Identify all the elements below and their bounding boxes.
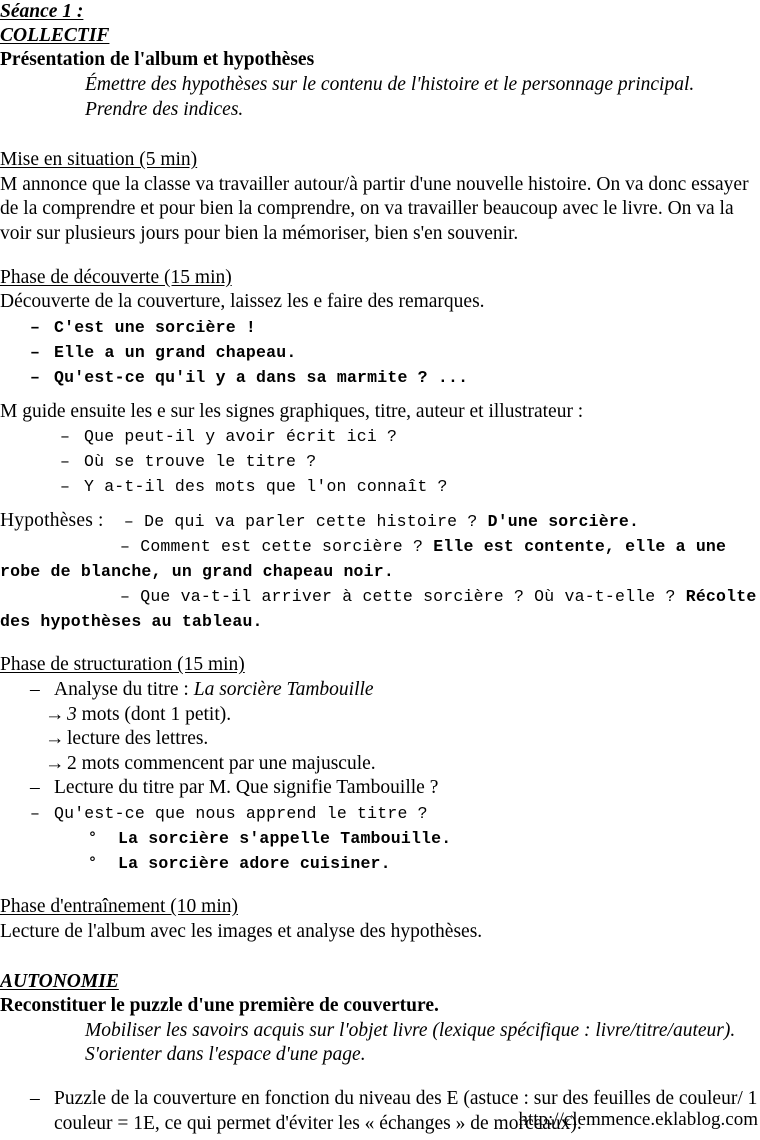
degree-bullet-icon: ° <box>88 829 98 847</box>
mode-title: COLLECTIF <box>0 25 110 47</box>
dash-bullet: – <box>30 1088 40 1110</box>
list-item-label: Où se trouve le titre ? <box>84 452 317 472</box>
section-heading: Mise en situation (5 min) <box>0 149 198 171</box>
list-item <box>30 365 760 390</box>
section-mise-en-situation <box>0 148 760 246</box>
hypothesis-answer: Récolte des hypothèses au tableau. <box>0 587 757 632</box>
hypothesis-line <box>0 584 760 634</box>
list-item <box>88 851 760 876</box>
guide-intro: M guide ensuite les e sur les signes graphiques, titre, auteur et illustrateur : <box>0 400 584 422</box>
dash-bullet: – <box>30 803 41 823</box>
arrow-icon: → <box>45 703 65 725</box>
objective-item: S'orienter dans l'espace d'une page. <box>85 1044 366 1066</box>
word-count: 3 <box>67 703 77 725</box>
sub-arrow-text: mots (dont 1 petit). <box>76 703 232 725</box>
list-item <box>30 315 760 340</box>
list-item <box>30 340 760 365</box>
title-block <box>0 0 760 122</box>
hypothesis-question: De qui va parler cette histoire ? <box>144 512 478 532</box>
dash-bullet: – <box>30 342 41 362</box>
dash-bullet: – <box>30 678 40 700</box>
list-item-label: Puzzle de la couverture en fonction du niveau des E (astuce : sur des feuilles de couleur/ 1 couleur = 1E, ce qui permet d'éviter les « échanges » de morceaux). <box>54 1088 758 1134</box>
structuration-list <box>0 678 760 876</box>
dash-bullet: – <box>60 452 71 472</box>
list-item <box>60 474 760 499</box>
section-phase-entrainement <box>0 895 760 944</box>
section-hypotheses <box>0 509 760 634</box>
dash-bullet: – <box>120 587 131 607</box>
dash-bullet: – <box>30 317 41 337</box>
book-title: La sorcière Tambouille <box>193 678 374 700</box>
list-item <box>30 678 760 703</box>
hypothesis-line <box>0 534 760 584</box>
list-item <box>45 703 760 728</box>
list-item-label: Qu'est-ce qu'il y a dans sa marmite ? ... <box>54 367 469 387</box>
degree-bullet-icon: ° <box>88 854 98 872</box>
list-item-label: La sorcière adore cuisiner. <box>118 853 391 873</box>
list-item <box>45 727 760 752</box>
list-item-label <box>54 678 760 703</box>
student-remarks-list <box>0 315 760 390</box>
session-title: Séance 1 : <box>0 1 84 22</box>
section-intro: Découverte de la couverture, laissez les e faire des remarques. <box>0 291 485 313</box>
objectives-list <box>0 73 760 122</box>
section-phase-structuration <box>0 653 760 876</box>
sub-arrow-text: lecture des lettres. <box>67 728 209 750</box>
arrow-sublist <box>30 703 760 777</box>
list-item-label: Elle a un grand chapeau. <box>54 342 297 362</box>
section-heading: AUTONOMIE <box>0 971 119 993</box>
list-item <box>30 801 760 826</box>
arrow-icon: → <box>45 728 65 750</box>
dash-bullet: – <box>120 537 131 557</box>
list-item <box>60 424 760 449</box>
section-heading: Phase de découverte (15 min) <box>0 266 232 288</box>
dash-bullet: – <box>30 777 40 799</box>
list-item-label: Lecture du titre par M. Que signifie Tambouille ? <box>54 777 439 799</box>
list-item-label: Que peut-il y avoir écrit ici ? <box>84 427 398 447</box>
dash-bullet: – <box>30 367 41 387</box>
section-phase-decouverte <box>0 266 760 500</box>
objective-item: Émettre des hypothèses sur le contenu de l'histoire et le personnage principal. <box>85 74 695 95</box>
list-item <box>88 826 760 851</box>
section-heading: Phase d'entraînement (10 min) <box>0 895 238 917</box>
dash-bullet: – <box>60 427 71 447</box>
dash-bullet: – <box>123 512 135 532</box>
sub-arrow-text: 2 mots commencent par une majuscule. <box>67 752 376 774</box>
section-body: M annonce que la classe va travailler autour/à partir d'une nouvelle histoire. On va donc essayer de la comprendre et pour bien la comprendre, on va travailler beaucoup avec le livre. On va la voir sur plusieurs jours pour bien la mémoriser, bien s'en souvenir. <box>0 173 749 244</box>
autonomie-objectives <box>0 1019 760 1068</box>
hypotheses-label: Hypothèses : <box>0 510 104 532</box>
autonomie-task: Reconstituer le puzzle d'une première de couverture. <box>0 995 439 1017</box>
list-item-label <box>67 703 760 728</box>
list-item-label: Y a-t-il des mots que l'on connaît ? <box>84 477 448 497</box>
structuration-answers <box>30 826 760 876</box>
list-item <box>60 449 760 474</box>
section-heading: Phase de structuration (15 min) <box>0 654 245 676</box>
hypothesis-question: Comment est cette sorcière ? <box>140 537 424 557</box>
hypothesis-answer: D'une sorcière. <box>487 512 640 532</box>
arrow-icon: → <box>45 752 65 774</box>
footer-url[interactable]: http://clemmence.eklablog.com <box>518 1109 758 1130</box>
analysis-prefix: Analyse du titre : <box>54 678 194 700</box>
list-item-label: C'est une sorcière ! <box>54 317 257 337</box>
objective-item: Mobiliser les savoirs acquis sur l'objet livre (lexique spécifique : livre/titre/auteur). <box>85 1019 736 1041</box>
lesson-title: Présentation de l'album et hypothèses <box>0 49 315 71</box>
hypothesis-line <box>0 509 760 534</box>
list-item <box>30 776 760 801</box>
hypothesis-question: Que va-t-il arriver à cette sorcière ? Où va-t-elle ? <box>140 587 676 607</box>
list-item-label: Qu'est-ce que nous apprend le titre ? <box>54 803 428 823</box>
objective-item: Prendre des indices. <box>85 98 244 120</box>
hypothesis-answer: Elle est contente, elle a une robe de blanche, un grand chapeau noir. <box>0 537 727 582</box>
dash-bullet: – <box>60 477 71 497</box>
section-body: Lecture de l'album avec les images et analyse des hypothèses. <box>0 920 483 942</box>
guide-questions-list <box>0 424 760 499</box>
list-item-label: La sorcière s'appelle Tambouille. <box>118 828 452 848</box>
list-item <box>45 752 760 777</box>
